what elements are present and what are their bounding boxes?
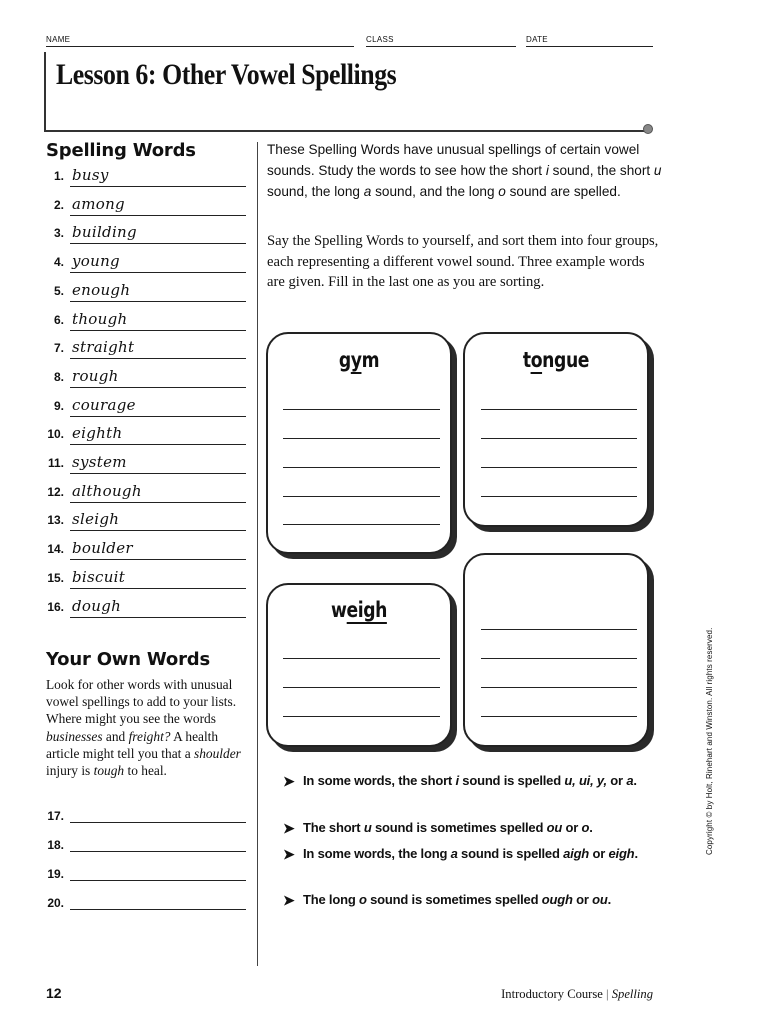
- date-field-line[interactable]: [526, 46, 653, 47]
- own-word-number: 18.: [47, 838, 64, 852]
- page-title: Lesson 6: Other Vowel Spellings: [56, 58, 397, 91]
- tongue-line-2[interactable]: [481, 438, 637, 439]
- own-word-blank-line[interactable]: [70, 822, 246, 823]
- word-line: [70, 272, 246, 273]
- rule-1: ➤ In some words, the short i sound is spelled u, ui, y, or a.: [283, 773, 637, 789]
- word-number: 5.: [53, 283, 64, 298]
- spelling-word: young: [72, 252, 120, 271]
- own-word-number: 19.: [47, 867, 64, 881]
- column-divider: [257, 142, 258, 966]
- own-word-blank-line[interactable]: [70, 880, 246, 881]
- name-field-line[interactable]: [46, 46, 354, 47]
- tongue-line-4[interactable]: [481, 496, 637, 497]
- weigh-line-2[interactable]: [283, 687, 440, 688]
- weigh-line-1[interactable]: [283, 658, 440, 659]
- intro-paragraph-2: Say the Spelling Words to yourself, and sort them into four groups, each representing a different vowel sound. Three example words are given. Fill in the last one as you are sorting.: [267, 233, 659, 291]
- word-number: 15.: [47, 570, 64, 585]
- word-number: 13.: [47, 513, 64, 528]
- date-label: DATE: [526, 35, 548, 44]
- footer-course: Introductory Course | Spelling: [501, 987, 653, 1001]
- name-label: NAME: [46, 35, 71, 44]
- class-label: CLASS: [366, 35, 394, 44]
- weigh-line-3[interactable]: [283, 716, 440, 717]
- word-line: [70, 530, 246, 531]
- blank-line-3[interactable]: [481, 687, 637, 688]
- gym-line-2[interactable]: [283, 438, 440, 439]
- tongue-line-3[interactable]: [481, 467, 637, 468]
- spelling-word: sleigh: [72, 510, 120, 529]
- word-line: [70, 301, 246, 302]
- title-frame-knob: [643, 124, 653, 134]
- word-number: 3.: [53, 226, 64, 241]
- page-number: 12: [46, 985, 62, 1001]
- copyright-notice: Copyright © by Holt, Rinehart and Winston. All rights reserved.: [705, 627, 714, 855]
- arrow-icon: ➤: [283, 892, 295, 908]
- spelling-word: system: [72, 453, 127, 471]
- word-number: 11.: [47, 456, 64, 470]
- your-own-words-heading: Your Own Words: [46, 649, 210, 670]
- gym-line-3[interactable]: [283, 467, 440, 468]
- spelling-word: busy: [72, 166, 109, 184]
- word-number: 12.: [47, 484, 64, 499]
- own-word-blank-line[interactable]: [70, 909, 246, 910]
- sort-box-tongue-heading: tongue: [522, 348, 590, 372]
- word-number: 1.: [53, 169, 64, 183]
- underlined-vowel: o: [530, 348, 543, 372]
- spelling-word: boulder: [72, 539, 133, 558]
- your-own-words-text: Look for other words with unusual vowel spellings to add to your lists. Where might you see the words businesses and freight? A health article might tell you that a shoulder injury is tough to heal.: [46, 677, 241, 779]
- word-line: [70, 559, 246, 560]
- word-line: [70, 588, 246, 589]
- intro-paragraph-1: These Spelling Words have unusual spellings of certain vowel sounds. Study the words to see how the short i sound, the short u sound, the long a sound, and the long o sound are spelled.: [267, 142, 662, 199]
- spelling-word: although: [72, 481, 142, 500]
- gym-line-1[interactable]: [283, 409, 440, 410]
- word-line: [70, 243, 246, 244]
- tongue-line-1[interactable]: [481, 409, 637, 410]
- spelling-word: straight: [72, 338, 135, 357]
- gym-line-4[interactable]: [283, 496, 440, 497]
- arrow-icon: ➤: [283, 846, 295, 862]
- word-line: [70, 617, 246, 618]
- word-line: [70, 358, 246, 359]
- spelling-word: enough: [72, 280, 131, 299]
- own-word-number: 20.: [47, 896, 64, 910]
- own-word-number: 17.: [47, 809, 64, 823]
- blank-line-2[interactable]: [481, 658, 637, 659]
- word-line: [70, 444, 246, 445]
- rule-2: ➤ The short u sound is sometimes spelled ou or o.: [283, 820, 593, 836]
- underlined-vowel: eigh: [346, 598, 388, 622]
- word-number: 4.: [53, 255, 64, 270]
- word-number: 9.: [53, 398, 64, 413]
- spelling-word: courage: [72, 395, 136, 414]
- word-number: 16.: [47, 599, 64, 614]
- arrow-icon: ➤: [283, 773, 295, 789]
- word-number: 2.: [53, 197, 64, 212]
- word-line: [70, 473, 246, 474]
- rule-4: ➤ The long o sound is sometimes spelled ough or ou.: [283, 892, 612, 908]
- word-number: 10.: [47, 427, 64, 442]
- word-number: 14.: [47, 542, 64, 557]
- word-line: [70, 387, 246, 388]
- gym-line-5[interactable]: [283, 524, 440, 525]
- underlined-vowel: y: [350, 348, 362, 372]
- word-line: [70, 330, 246, 331]
- word-line: [70, 215, 246, 216]
- word-line: [70, 502, 246, 503]
- spelling-words-heading: Spelling Words: [46, 140, 196, 161]
- word-line: [70, 416, 246, 417]
- rule-3: ➤ In some words, the long a sound is spelled aigh or eigh.: [283, 846, 638, 862]
- own-word-blank-line[interactable]: [70, 851, 246, 852]
- word-number: 7.: [53, 341, 64, 356]
- spelling-word: dough: [72, 596, 122, 615]
- sort-box-blank: [463, 553, 649, 747]
- arrow-icon: ➤: [283, 820, 295, 836]
- blank-line-4[interactable]: [481, 716, 637, 717]
- spelling-word: biscuit: [72, 567, 126, 586]
- sort-box-gym-heading: gym: [338, 348, 380, 372]
- spelling-word: rough: [72, 366, 119, 385]
- blank-line-1[interactable]: [481, 629, 637, 630]
- word-number: 8.: [53, 369, 64, 384]
- spelling-word: though: [72, 309, 128, 328]
- word-number: 6.: [53, 312, 64, 327]
- spelling-word: building: [72, 223, 137, 242]
- spelling-word: eighth: [72, 424, 123, 443]
- word-line: [70, 186, 246, 187]
- spelling-word: among: [72, 194, 125, 213]
- sort-box-weigh-heading: weigh: [330, 598, 388, 622]
- class-field-line[interactable]: [366, 46, 516, 47]
